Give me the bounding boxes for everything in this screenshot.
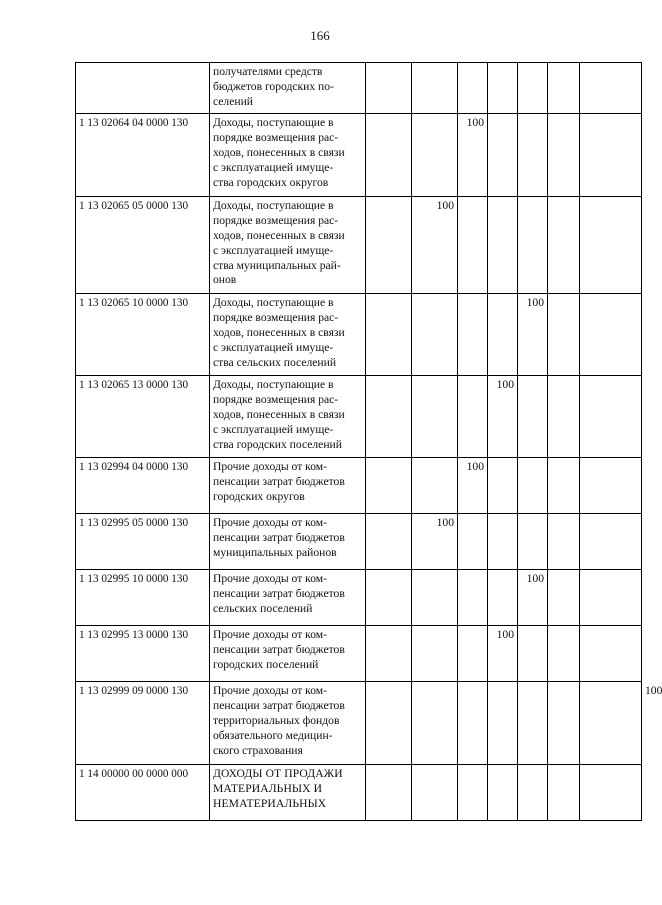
budget-code-cell: 1 13 02995 13 0000 130 bbox=[76, 626, 210, 682]
description-line: Доходы, поступающие в bbox=[213, 296, 334, 310]
norm-value-cell bbox=[518, 376, 548, 458]
norm-value-cell bbox=[548, 63, 580, 114]
description-line: городских поселений bbox=[213, 657, 319, 671]
table-row bbox=[76, 197, 642, 294]
table-row bbox=[76, 114, 642, 197]
norm-value-cell bbox=[366, 765, 412, 821]
description-line: ства городских поселений bbox=[213, 437, 342, 451]
description-line: Доходы, поступающие в bbox=[213, 116, 334, 130]
description-line: ходов, понесенных в связи bbox=[213, 407, 345, 421]
income-description-cell bbox=[210, 458, 366, 514]
norm-value-cell bbox=[366, 514, 412, 570]
description-line: Прочие доходы от ком- bbox=[213, 572, 327, 586]
table-row bbox=[76, 765, 642, 821]
income-description-cell bbox=[210, 682, 366, 765]
norm-value-cell bbox=[412, 682, 458, 765]
norm-value-cell bbox=[548, 197, 580, 294]
table-row bbox=[76, 458, 642, 514]
description-line: ходов, понесенных в связи bbox=[213, 228, 345, 242]
budget-code-cell bbox=[76, 63, 210, 114]
norm-value-cell bbox=[458, 570, 488, 626]
budget-classification-table bbox=[75, 62, 662, 821]
norm-value-cell bbox=[548, 514, 580, 570]
budget-code-cell: 1 13 02995 05 0000 130 bbox=[76, 514, 210, 570]
description-line: онов bbox=[213, 273, 237, 287]
description-line: обязательного медицин- bbox=[213, 728, 333, 742]
table-row bbox=[76, 376, 642, 458]
norm-value-cell bbox=[580, 294, 642, 376]
description-line: с эксплуатацией имуще- bbox=[213, 243, 334, 257]
norm-value-cell bbox=[580, 765, 642, 821]
norm-value-cell bbox=[518, 63, 548, 114]
norm-value-cell bbox=[548, 114, 580, 197]
description-line: селений bbox=[213, 94, 253, 108]
description-line: порядке возмещения рас- bbox=[213, 214, 339, 228]
table-row: 1 13 02999 09 0000 130 Прочие доходы от ком- пенсации затрат бюджетов территориальных фондов обязательного медицин- ского страхования 100 bbox=[76, 682, 642, 765]
norm-value-cell bbox=[580, 626, 642, 682]
income-description-cell bbox=[210, 376, 366, 458]
norm-value-cell bbox=[412, 626, 458, 682]
description-line: пенсации затрат бюджетов bbox=[213, 531, 345, 545]
norm-value-cell bbox=[458, 682, 488, 765]
norm-value-cell bbox=[488, 197, 518, 294]
description-line: Доходы, поступающие в bbox=[213, 378, 334, 392]
norm-value-cell bbox=[458, 63, 488, 114]
income-description-cell bbox=[210, 294, 366, 376]
description-line: получателями средств bbox=[213, 65, 323, 78]
norm-value-cell bbox=[548, 682, 580, 765]
norm-value-cell bbox=[518, 682, 548, 765]
description-line: муниципальных районов bbox=[213, 545, 337, 559]
description-line: пенсации затрат бюджетов bbox=[213, 475, 345, 489]
norm-value-cell bbox=[412, 63, 458, 114]
norm-value-cell bbox=[518, 458, 548, 514]
norm-value-cell bbox=[412, 570, 458, 626]
norm-value-cell bbox=[580, 197, 642, 294]
norm-value-cell bbox=[458, 626, 488, 682]
description-line: ства городских округов bbox=[213, 175, 329, 189]
norm-value-cell bbox=[458, 376, 488, 458]
norm-value-cell: 100 bbox=[458, 458, 488, 514]
norm-value-cell bbox=[366, 626, 412, 682]
norm-value-cell bbox=[366, 458, 412, 514]
description-line: ДОХОДЫ ОТ ПРОДАЖИ bbox=[213, 767, 343, 781]
norm-value-cell bbox=[488, 294, 518, 376]
budget-code-cell: 1 13 02064 04 0000 130 bbox=[76, 114, 210, 197]
norm-value-cell bbox=[412, 294, 458, 376]
description-line: с эксплуатацией имуще- bbox=[213, 340, 334, 354]
norm-value-cell bbox=[458, 765, 488, 821]
norm-value-cell: 100 bbox=[518, 294, 548, 376]
budget-code-cell: 1 13 02065 13 0000 130 bbox=[76, 376, 210, 458]
budget-code-cell: 1 13 02994 04 0000 130 bbox=[76, 458, 210, 514]
norm-value-cell: 100 bbox=[488, 376, 518, 458]
norm-value-cell bbox=[580, 114, 642, 197]
description-line: Прочие доходы от ком- bbox=[213, 460, 327, 474]
norm-value-cell: 100 bbox=[458, 114, 488, 197]
norm-value-cell bbox=[488, 114, 518, 197]
norm-value-cell bbox=[366, 682, 412, 765]
norm-value-cell bbox=[518, 765, 548, 821]
norm-value-cell bbox=[518, 197, 548, 294]
norm-value-cell bbox=[518, 626, 548, 682]
norm-value-cell: 100 bbox=[488, 626, 518, 682]
description-line: городских округов bbox=[213, 489, 305, 503]
description-line: сельских поселений bbox=[213, 601, 313, 615]
description-line: порядке возмещения рас- bbox=[213, 393, 339, 407]
norm-value-cell bbox=[412, 458, 458, 514]
norm-value-cell bbox=[458, 197, 488, 294]
budget-code-cell: 1 13 02065 05 0000 130 bbox=[76, 197, 210, 294]
norm-value-cell bbox=[580, 63, 642, 114]
norm-value-cell bbox=[580, 682, 642, 765]
description-line: бюджетов городских по- bbox=[213, 79, 334, 93]
norm-value-cell bbox=[366, 197, 412, 294]
table-body bbox=[76, 63, 662, 821]
norm-value-cell bbox=[366, 63, 412, 114]
description-line: МАТЕРИАЛЬНЫХ И bbox=[213, 782, 323, 796]
description-line: ходов, понесенных в связи bbox=[213, 325, 345, 339]
norm-value-cell bbox=[548, 376, 580, 458]
table-row bbox=[76, 63, 642, 114]
description-line: ского страхования bbox=[213, 743, 303, 757]
norm-value-cell bbox=[412, 114, 458, 197]
budget-code-cell: 1 13 02995 10 0000 130 bbox=[76, 570, 210, 626]
norm-value-cell bbox=[488, 765, 518, 821]
description-line: Прочие доходы от ком- bbox=[213, 628, 327, 642]
norm-value-cell bbox=[548, 294, 580, 376]
description-line: пенсации затрат бюджетов bbox=[213, 699, 345, 713]
norm-value-cell bbox=[580, 570, 642, 626]
budget-code-cell: 1 14 00000 00 0000 000 bbox=[76, 765, 210, 821]
description-line: пенсации затрат бюджетов bbox=[213, 643, 345, 657]
description-line: порядке возмещения рас- bbox=[213, 131, 339, 145]
page-number: 166 bbox=[310, 28, 330, 43]
income-description-cell bbox=[210, 114, 366, 197]
description-line: территориальных фондов bbox=[213, 713, 340, 727]
norm-value-cell bbox=[488, 458, 518, 514]
norm-value-cell bbox=[580, 458, 642, 514]
description-line: с эксплуатацией имуще- bbox=[213, 422, 334, 436]
norm-value-cell bbox=[366, 570, 412, 626]
norm-value-cell bbox=[488, 63, 518, 114]
budget-code-cell: 1 13 02065 10 0000 130 bbox=[76, 294, 210, 376]
table-row bbox=[76, 626, 642, 682]
table-row bbox=[76, 294, 642, 376]
income-description-cell bbox=[210, 63, 366, 114]
norm-value-cell bbox=[458, 514, 488, 570]
description-line: с эксплуатацией имуще- bbox=[213, 160, 334, 174]
income-description-cell bbox=[210, 626, 366, 682]
description-line: порядке возмещения рас- bbox=[213, 311, 339, 325]
norm-value-cell bbox=[548, 626, 580, 682]
description-line: пенсации затрат бюджетов bbox=[213, 587, 345, 601]
norm-value-cell bbox=[518, 514, 548, 570]
norm-value-cell bbox=[412, 765, 458, 821]
description-line: Прочие доходы от ком- bbox=[213, 684, 327, 698]
description-line: ства муниципальных рай- bbox=[213, 258, 341, 272]
norm-value-cell bbox=[580, 514, 642, 570]
norm-value-cell bbox=[366, 294, 412, 376]
norm-value-cell bbox=[458, 294, 488, 376]
description-line: Прочие доходы от ком- bbox=[213, 516, 327, 530]
income-description-cell bbox=[210, 197, 366, 294]
norm-value-cell bbox=[518, 114, 548, 197]
norm-value-cell bbox=[488, 514, 518, 570]
income-description-cell bbox=[210, 570, 366, 626]
income-description-cell bbox=[210, 514, 366, 570]
table-row bbox=[76, 570, 642, 626]
budget-code-cell: 1 13 02999 09 0000 130 bbox=[76, 682, 210, 765]
income-description-cell bbox=[210, 765, 366, 821]
norm-value-cell bbox=[548, 458, 580, 514]
description-line: Доходы, поступающие в bbox=[213, 199, 334, 213]
description-line: НЕМАТЕРИАЛЬНЫХ bbox=[213, 796, 327, 810]
norm-value-cell: 100 bbox=[412, 514, 458, 570]
norm-value-cell bbox=[488, 570, 518, 626]
norm-value-cell: 100 bbox=[412, 197, 458, 294]
description-line: ходов, понесенных в связи bbox=[213, 145, 345, 159]
norm-value-cell bbox=[366, 376, 412, 458]
description-line: ства сельских поселений bbox=[213, 355, 337, 369]
norm-value-cell bbox=[412, 376, 458, 458]
norm-value-cell bbox=[548, 765, 580, 821]
norm-value-cell bbox=[366, 114, 412, 197]
norm-value-cell bbox=[488, 682, 518, 765]
norm-value-cell bbox=[580, 376, 642, 458]
table-row bbox=[76, 514, 642, 570]
norm-value-cell: 100 bbox=[518, 570, 548, 626]
norm-value-cell bbox=[548, 570, 580, 626]
